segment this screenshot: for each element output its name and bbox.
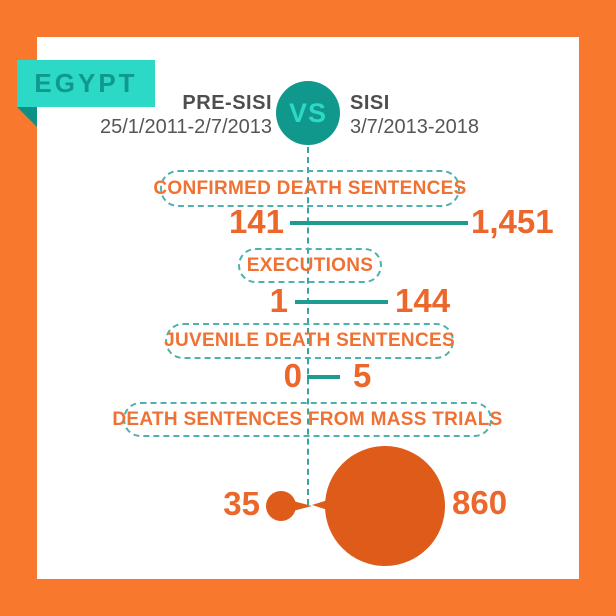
stat-value-pre-confirmed: 141 (228, 203, 284, 240)
stat-label-text: DEATH SENTENCES FROM MASS TRIALS (112, 408, 503, 430)
stat-value-sisi-juvenile: 5 (353, 357, 372, 394)
vs-label: VS (288, 97, 328, 128)
bubble-pre-mass-trials (266, 491, 296, 521)
stat-value-sisi-mass-trials: 860 (452, 484, 508, 521)
ribbon-fold-triangle (17, 107, 37, 127)
bubble-pre-pointer (293, 501, 312, 511)
stat-value-pre-juvenile: 0 (283, 357, 302, 394)
stat-label-mass-trials (112, 402, 503, 437)
country-label: EGYPT (34, 68, 138, 98)
pre-sisi-dates: 25/1/2011-2/7/2013 (99, 116, 272, 138)
stat-value-pre-executions: 1 (269, 282, 288, 319)
stat-label-text: CONFIRMED DEATH SENTENCES (153, 177, 467, 199)
connector-line-confirmed (290, 221, 468, 225)
stat-value-sisi-confirmed: 1,451 (471, 203, 554, 240)
sisi-dates: 3/7/2013-2018 (350, 116, 480, 138)
stat-label-text: EXECUTIONS (246, 254, 374, 276)
bubble-sisi-mass-trials (325, 446, 445, 566)
stat-label-confirmed-death-sentences (153, 170, 467, 207)
vs-badge (276, 81, 340, 145)
connector-line-juvenile (307, 375, 340, 379)
sisi-title: SISI (350, 92, 390, 114)
stat-value-sisi-executions: 144 (395, 282, 451, 319)
stat-label-executions (238, 248, 382, 283)
connector-line-executions (295, 300, 388, 304)
stat-value-pre-mass-trials: 35 (223, 485, 260, 522)
stat-label-text: JUVENILE DEATH SENTENCES (164, 330, 455, 351)
stat-label-juvenile-death-sentences (165, 323, 454, 359)
pre-sisi-title: PRE-SISI (182, 92, 272, 114)
